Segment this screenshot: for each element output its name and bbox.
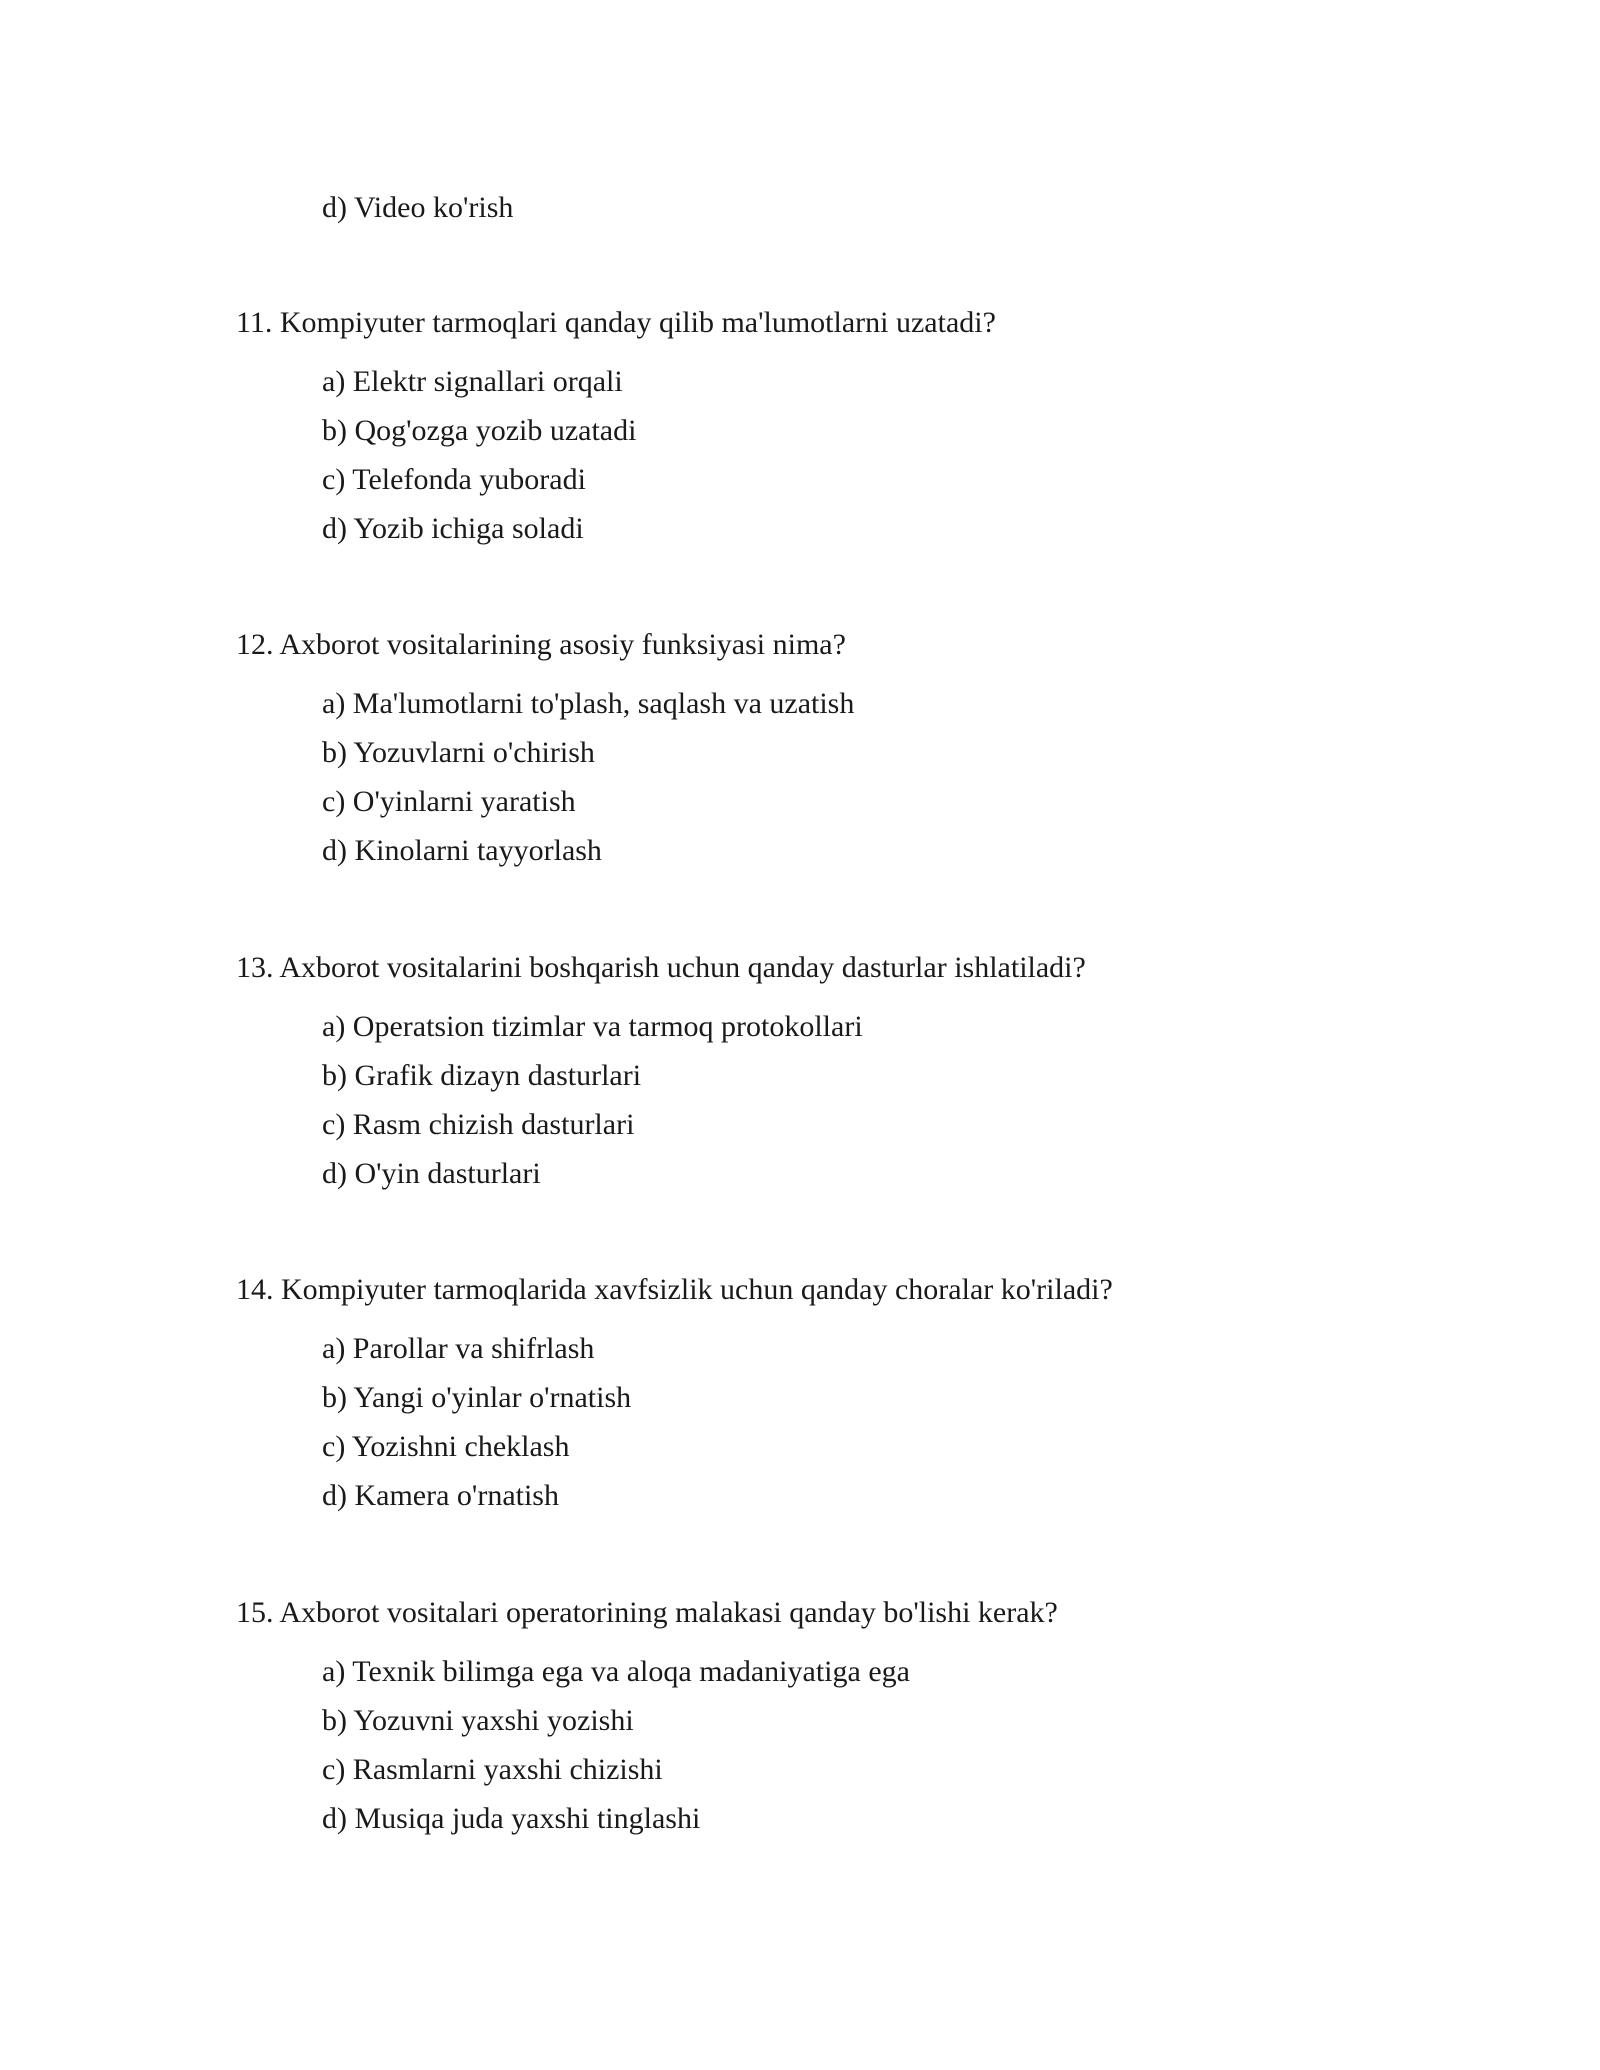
question-15-option-b: b) Yozuvni yaxshi yozishi <box>322 1704 634 1737</box>
question-14-option-b: b) Yangi o'yinlar o'rnatish <box>322 1381 632 1414</box>
question-14-option-d: d) Kamera o'rnatish <box>322 1479 559 1512</box>
question-15-option-c: c) Rasmlarni yaxshi chizishi <box>322 1753 663 1786</box>
question-13-option-d: d) O'yin dasturlari <box>322 1157 541 1190</box>
question-11: 11. Kompiyuter tarmoqlari qanday qilib ma'lumotlarni uzatadi? <box>236 306 996 339</box>
question-14-option-c: c) Yozishni cheklash <box>322 1430 570 1463</box>
question-15: 15. Axborot vositalari operatorining malakasi qanday bo'lishi kerak? <box>236 1596 1058 1629</box>
question-13-option-c: c) Rasm chizish dasturlari <box>322 1108 635 1141</box>
question-11-option-d: d) Yozib ichiga soladi <box>322 512 584 545</box>
question-12-option-a: a) Ma'lumotlarni to'plash, saqlash va uzatish <box>322 687 855 720</box>
question-15-option-d: d) Musiqa juda yaxshi tinglashi <box>322 1802 701 1835</box>
question-11-option-b: b) Qog'ozga yozib uzatadi <box>322 414 637 447</box>
question-14: 14. Kompiyuter tarmoqlarida xavfsizlik uchun qanday choralar ko'riladi? <box>236 1273 1113 1306</box>
question-12-option-b: b) Yozuvlarni o'chirish <box>322 736 595 769</box>
question-13-option-a: a) Operatsion tizimlar va tarmoq protokollari <box>322 1010 863 1043</box>
question-13: 13. Axborot vositalarini boshqarish uchun qanday dasturlar ishlatiladi? <box>236 951 1086 984</box>
option-d-carryover: d) Video ko'rish <box>322 191 514 224</box>
question-11-option-a: a) Elektr signallari orqali <box>322 365 623 398</box>
question-14-option-a: a) Parollar va shifrlash <box>322 1332 595 1365</box>
question-15-option-a: a) Texnik bilimga ega va aloqa madaniyatiga ega <box>322 1655 910 1688</box>
question-11-option-c: c) Telefonda yuboradi <box>322 463 586 496</box>
question-13-option-b: b) Grafik dizayn dasturlari <box>322 1059 642 1092</box>
question-12-option-c: c) O'yinlarni yaratish <box>322 785 576 818</box>
question-12: 12. Axborot vositalarining asosiy funksiyasi nima? <box>236 628 846 661</box>
question-12-option-d: d) Kinolarni tayyorlash <box>322 834 602 867</box>
